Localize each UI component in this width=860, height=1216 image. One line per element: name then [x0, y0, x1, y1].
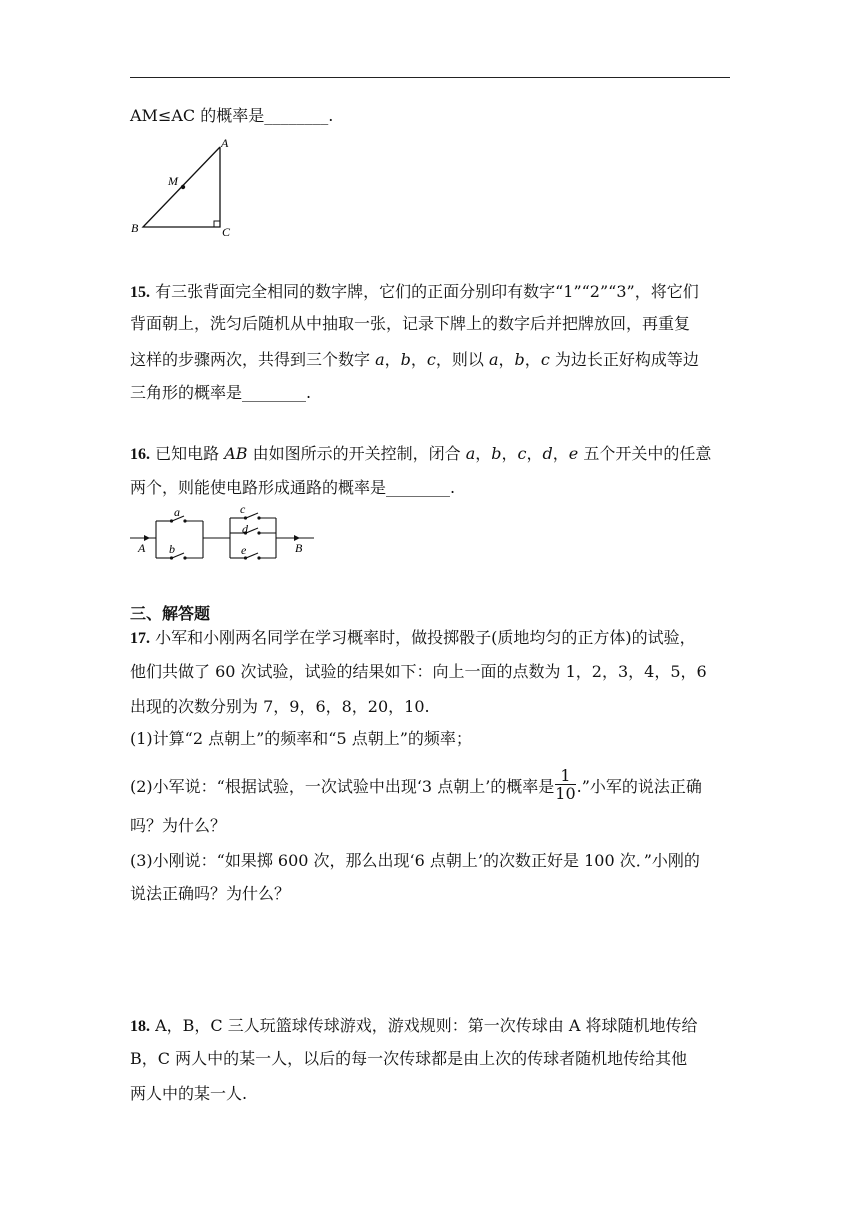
- q18-line2: B，C 两人中的某一人，以后的每一次传球都是由上次的传球者随机地传给其他: [130, 1049, 688, 1068]
- q18-line1: 18. A，B，C 三人玩篮球传球游戏，游戏规则：第一次传球由 A 将球随机地传给: [130, 1016, 698, 1035]
- q17-line3: 出现的次数分别为 7，9，6，8，20，10.: [130, 697, 430, 716]
- q17-part2-line1: (2)小军说：“根据试验，一次试验中出现‘3 点朝上’的概率是 $\frac{1}{10}$ .”小军的说法正确: [130, 766, 702, 803]
- circuit-label-B: B: [295, 541, 303, 555]
- switch-label-a: a: [174, 505, 180, 519]
- q17-number: 17.: [130, 630, 150, 647]
- q15-line4: 三角形的概率是________.: [130, 383, 312, 402]
- header-rule: [130, 77, 730, 78]
- label-C: C: [222, 225, 231, 239]
- q16-line1: 16. 已知电路 AB 由如图所示的开关控制，闭合 a，b，c，d，e 五个开关中的任意: [130, 444, 712, 463]
- q18-line3: 两人中的某一人.: [130, 1084, 248, 1103]
- switch-label-b: b: [169, 542, 175, 556]
- q15-number: 15.: [130, 284, 150, 301]
- circuit-label-A: A: [138, 541, 146, 555]
- q17-part1: (1)计算“2 点朝上”的频率和“5 点朝上”的频率；: [130, 729, 472, 748]
- label-M: M: [168, 174, 178, 188]
- q17-part3-line2: 说法正确吗？为什么？: [130, 884, 291, 903]
- q15-line1: 15. 有三张背面完全相同的数字牌，它们的正面分别印有数字“1”“2”“3”，将它们: [130, 282, 699, 301]
- section-title: 三、解答题: [130, 604, 211, 623]
- q14-tail-text: AM≤AC 的概率是________.: [130, 106, 334, 125]
- q17-part2-line2: 吗？为什么？: [130, 816, 227, 835]
- switch-label-c: c: [240, 503, 246, 516]
- q16-number: 16.: [130, 446, 150, 463]
- fraction-one-tenth: $\frac{1}{10}$: [555, 766, 576, 803]
- switch-label-d: d: [242, 522, 248, 536]
- q16-line2: 两个，则能使电路形成通路的概率是________.: [130, 478, 456, 497]
- q15-line3: 这样的步骤两次，共得到三个数字 a，b，c，则以 a，b，c 为边长正好构成等边: [130, 350, 699, 369]
- circuit-diagram: [128, 503, 320, 569]
- q17-line2: 他们共做了 60 次试验，试验的结果如下：向上一面的点数为 1，2，3，4，5，6: [130, 662, 707, 681]
- label-A: A: [221, 136, 229, 150]
- q17-line1: 17. 小军和小刚两名同学在学习概率时，做投掷骰子(质地均匀的正方体)的试验，: [130, 628, 696, 647]
- switch-label-e: e: [241, 543, 247, 557]
- right-triangle-figure: [125, 135, 245, 240]
- label-B: B: [131, 221, 139, 235]
- q17-part3-line1: (3)小刚说：“如果掷 600 次，那么出现‘6 点朝上’的次数正好是 100 次．”小刚的: [130, 851, 700, 870]
- q15-line2: 背面朝上，洗匀后随机从中抽取一张，记录下牌上的数字后并把牌放回，再重复: [130, 314, 691, 333]
- point-M: [181, 185, 185, 189]
- q18-number: 18.: [130, 1018, 150, 1035]
